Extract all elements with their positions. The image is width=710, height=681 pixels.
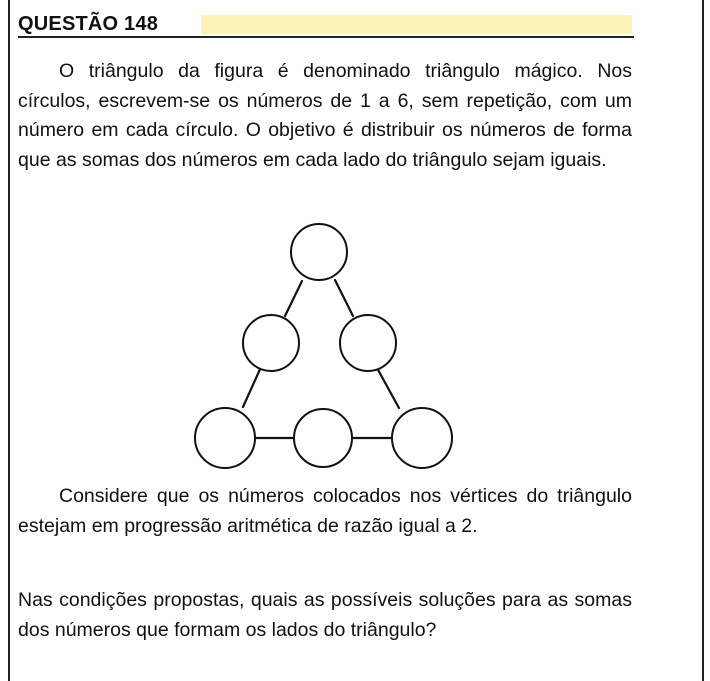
condition-paragraph: Considere que os números colocados nos vértices do triângulo estejam em progressão aritmética de razão igual a 2. xyxy=(18,485,632,537)
circle-bottom-right-vertex xyxy=(392,408,452,468)
question-header xyxy=(18,12,634,38)
magic-triangle-diagram xyxy=(185,220,465,470)
circle-bottom-midpoint xyxy=(294,409,352,467)
triangle-edge-right-lower xyxy=(377,368,399,408)
circle-left-midpoint xyxy=(243,315,299,371)
circle-bottom-left-vertex xyxy=(195,408,255,468)
question-title: QUESTÃO 148 xyxy=(18,13,159,35)
circle-right-midpoint xyxy=(340,315,396,371)
triangle-edge-left-lower xyxy=(243,367,261,407)
question-header-rule xyxy=(18,36,634,38)
prompt-paragraph: Nas condições propostas, quais as possíveis soluções para as somas dos números que formam os lados do triângulo? xyxy=(18,589,632,641)
circle-top-vertex xyxy=(291,224,347,280)
magic-triangle-figure xyxy=(185,220,465,470)
page-border-left xyxy=(8,0,10,681)
triangle-edge-right-upper xyxy=(335,280,353,316)
page-border-right xyxy=(702,0,704,681)
intro-paragraph: O triângulo da figura é denominado triângulo mágico. Nos círculos, escrevem-se os números de 1 a 6, sem repetição, com um número em cada círculo. O objetivo é distribuir os números de forma que as somas dos números em cada lado do triângulo sejam iguais. xyxy=(18,60,632,171)
question-header-highlight-band xyxy=(201,15,632,34)
triangle-edge-left-upper xyxy=(285,281,302,316)
